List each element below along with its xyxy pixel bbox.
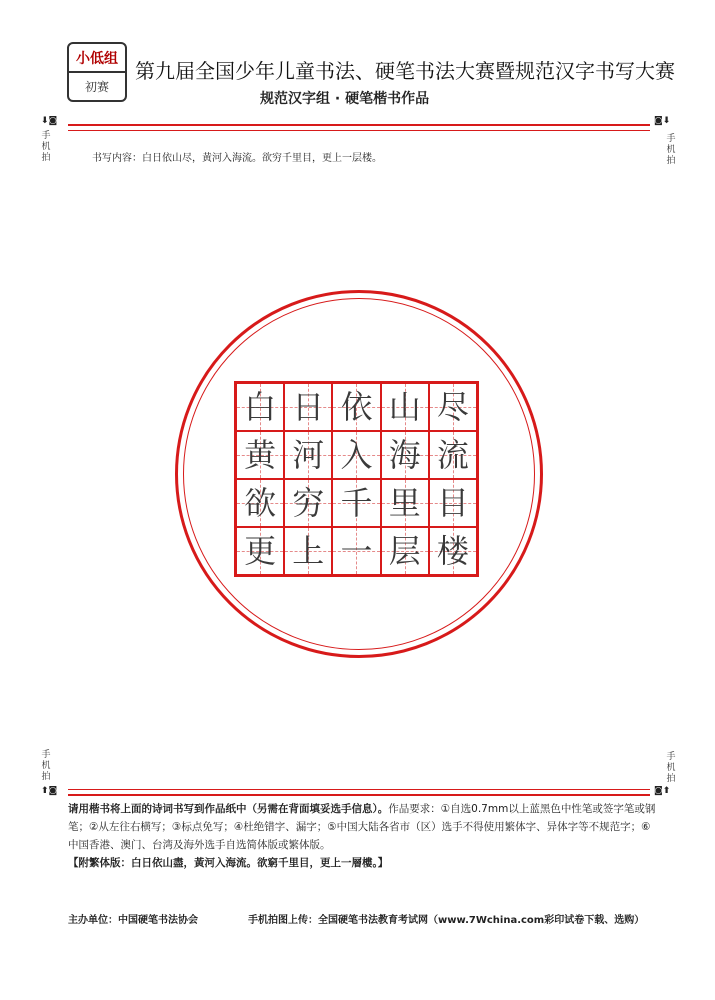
- grid-cell: 目: [429, 479, 477, 527]
- grid-cell: 里: [381, 479, 429, 527]
- top-rule-thick: [68, 124, 650, 126]
- phone-label-top-right: 手机拍: [666, 134, 676, 166]
- grid-cell: 千: [332, 479, 380, 527]
- grid-cell: 尽: [429, 383, 477, 431]
- badge-group-label: 小低组: [69, 44, 125, 73]
- grid-cell: 上: [284, 527, 332, 575]
- grid-cell: 楼: [429, 527, 477, 575]
- camera-icon: ◙: [654, 116, 663, 126]
- instructions-body: 作品要求：①自选0.7mm以上蓝黑色中性笔或签字笔或钢笔；②从左往右横写；③标点免写；④杜绝错字、漏字；⑤中国大陆各省市（区）选手不得使用繁体字、异体字等不规范字；⑥中国香港、澳门、台湾及海外选手自选简体版或繁体版。: [68, 803, 656, 851]
- traditional-version: 【附繁体版：白日依山盡，黃河入海流。欲窮千里目，更上一層樓。】: [68, 857, 389, 869]
- phone-label-top-left: 手机拍: [41, 131, 51, 163]
- arrow-down-icon: ⬇: [41, 116, 49, 126]
- group-badge: [67, 42, 127, 102]
- writing-content-label: 书写内容：: [92, 153, 142, 164]
- grid-cell: 白: [236, 383, 284, 431]
- grid-cell: 一: [332, 527, 380, 575]
- bottom-rule-thin: [68, 789, 650, 790]
- page-title: 第九届全国少年儿童书法、硬笔书法大赛暨规范汉字书写大赛: [135, 59, 675, 83]
- bottom-rule-thick: [68, 794, 650, 796]
- grid-cell: 日: [284, 383, 332, 431]
- grid-cell: 更: [236, 527, 284, 575]
- phone-label-bottom-left: 手机拍: [41, 750, 51, 782]
- upload-info: 手机拍图上传：全国硬笔书法教育考试网（www.7Wchina.com彩印试卷下载、选购）: [248, 915, 645, 926]
- camera-icon: ◙: [654, 786, 663, 796]
- badge-stage-label: 初赛: [84, 79, 109, 94]
- grid-cell: 河: [284, 431, 332, 479]
- instructions-lead: 请用楷书将上面的诗词书写到作品纸中（另需在背面填妥选手信息）。: [68, 803, 389, 815]
- writing-content-text: 白日依山尽，黄河入海流。欲穷千里目，更上一层楼。: [142, 153, 382, 164]
- organizer: 主办单位：中国硬笔书法协会: [68, 915, 198, 926]
- writing-content: [92, 149, 382, 164]
- grid-cell: 依: [332, 383, 380, 431]
- grid-cell: 层: [381, 527, 429, 575]
- grid-cell: 黄: [236, 431, 284, 479]
- camera-icon: ◙: [48, 116, 58, 126]
- arrow-down-icon: ⬇: [662, 116, 671, 126]
- grid-cell: 入: [332, 431, 380, 479]
- writing-grid: [234, 381, 479, 577]
- arrow-up-icon: ⬆: [41, 786, 49, 796]
- grid-cell: 流: [429, 431, 477, 479]
- instructions: [68, 800, 658, 854]
- top-right-mark: [654, 116, 670, 126]
- grid-cell: 海: [381, 431, 429, 479]
- grid-cell: 穷: [284, 479, 332, 527]
- bottom-left-mark: [41, 786, 57, 796]
- arrow-up-icon: ⬆: [662, 786, 671, 796]
- grid-cell: 欲: [236, 479, 284, 527]
- bottom-right-mark: [654, 786, 670, 796]
- phone-label-bottom-right: 手机拍: [666, 752, 676, 784]
- top-left-mark: [41, 116, 57, 126]
- page-subtitle: 规范汉字组 · 硬笔楷书作品: [260, 91, 430, 107]
- top-rule-thin: [68, 130, 650, 131]
- grid-cell: 山: [381, 383, 429, 431]
- camera-icon: ◙: [48, 786, 58, 796]
